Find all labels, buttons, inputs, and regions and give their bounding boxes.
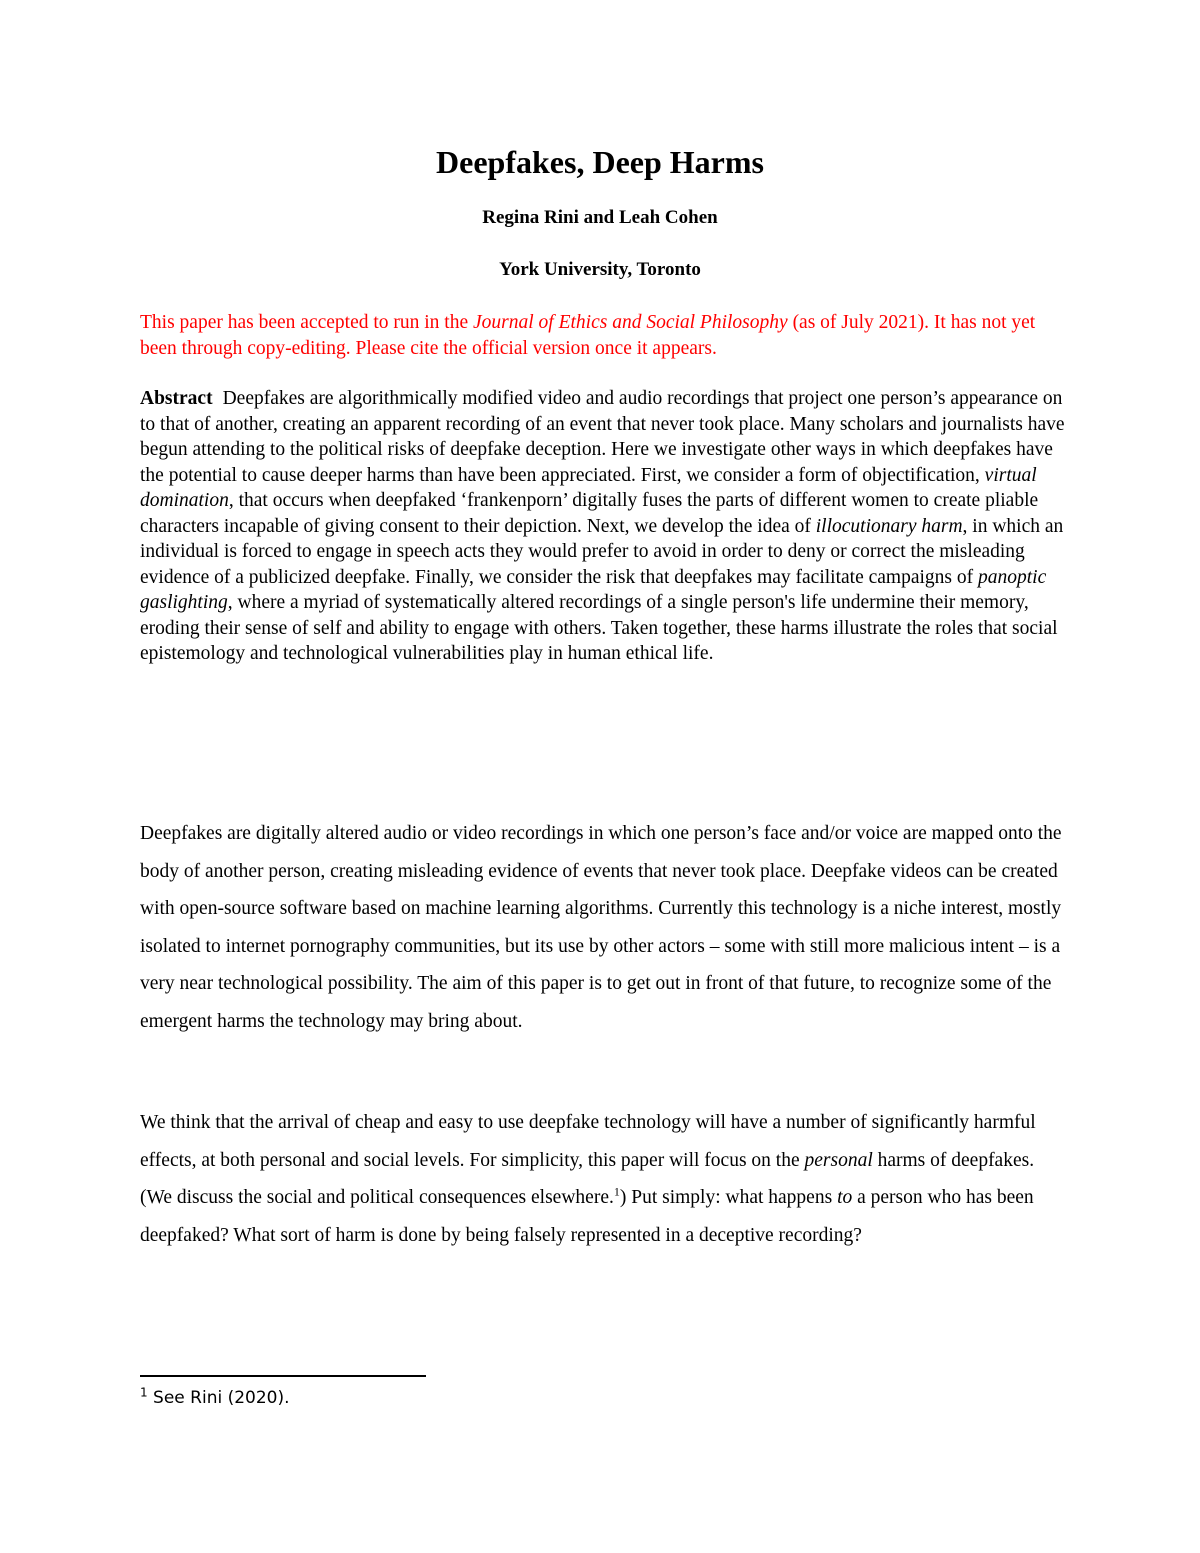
abstract-emphasis: illocutionary harm [815,515,963,537]
paragraph-emphasis: personal [804,1149,873,1171]
footnote-number: 1 [140,1385,148,1400]
abstract-text: , that occurs when deepfaked ‘frankenporn’ digitally fuses the parts of different women to create pliable characters incapable of giving consent to their depiction. Next, we develop the idea of [140,490,1039,537]
notice-text-post: (as of July 2021). It has not yet been through copy-editing. Please cite the official version once it appears. [140,312,1036,359]
paragraph-text: We think that the arrival of cheap and easy to use deepfake technology will have a number of significantly harmful effects, at both personal and social levels. For simplicity, this paper will focus on the [140,1112,1036,1171]
footnote-reference[interactable]: 1 [613,1184,620,1199]
notice-journal-name: Journal of Ethics and Social Philosophy [473,312,788,333]
abstract-label: Abstract [140,388,213,409]
body-paragraph-1: Deepfakes are digitally altered audio or video recordings in which one person’s face and/or voice are mapped onto the body of another person, creating misleading evidence of events that never took place. Deepfake videos can be created with open-source software based on machine learning algorithms. Currently this technology is a niche interest, mostly isolated to internet pornography communities, but its use by other actors – some with still more malicious intent – is a very near technological possibility. The aim of this paper is to get out in front of that future, to recognize some of the emergent harms the technology may bring about. [140,823,1062,1032]
abstract-emphasis: panoptic gaslighting [140,566,1047,613]
footnote-text: See Rini (2020). [147,1388,290,1408]
paper-authors: Regina Rini and Leah Cohen [482,207,718,228]
abstract-text: Deepfakes are algorithmically modified video and audio recordings that project one person’s appearance on to that of another, creating an apparent recording of an event that never took place. Many scholars and journalists have begun attending to the political risks of deepfake deception. Here we investigate other ways in which deepfakes have the potential to cause deeper harms than have been appreciated. First, we consider a form of objectification, [140,388,1065,486]
abstract-text: , in which an individual is forced to engage in speech acts they would prefer to avoid in order to deny or correct the misleading evidence of a publicized deepfake. Finally, we consider the risk that deepfakes may facilitate campaigns of [140,515,1064,588]
notice-text-pre: This paper has been accepted to run in the [140,312,473,333]
paragraph-text: ) Put simply: what happens [619,1187,838,1208]
footnote [140,1386,290,1410]
publication-notice [140,310,1070,362]
paragraph-emphasis: to [837,1187,853,1208]
paper-affiliation: York University, Toronto [499,259,701,280]
paragraph-text: harms of deepfakes. (We discuss the social and political consequences elsewhere. [140,1149,1035,1208]
paper-title: Deepfakes, Deep Harms [436,144,764,180]
abstract-emphasis: virtual domination [140,464,1037,511]
body-paragraph-2 [140,1104,1065,1254]
abstract [140,386,1065,667]
footnote-separator [140,1375,426,1377]
abstract-text: , where a myriad of systematically altered recordings of a single person's life undermine their memory, eroding their sense of self and ability to engage with others. Taken together, these harms illustrate the roles that social epistemology and technological vulnerabilities play in human ethical life. [140,592,1058,664]
paragraph-text: a person who has been deepfaked? What sort of harm is done by being falsely represented in a deceptive recording? [140,1187,1034,1246]
